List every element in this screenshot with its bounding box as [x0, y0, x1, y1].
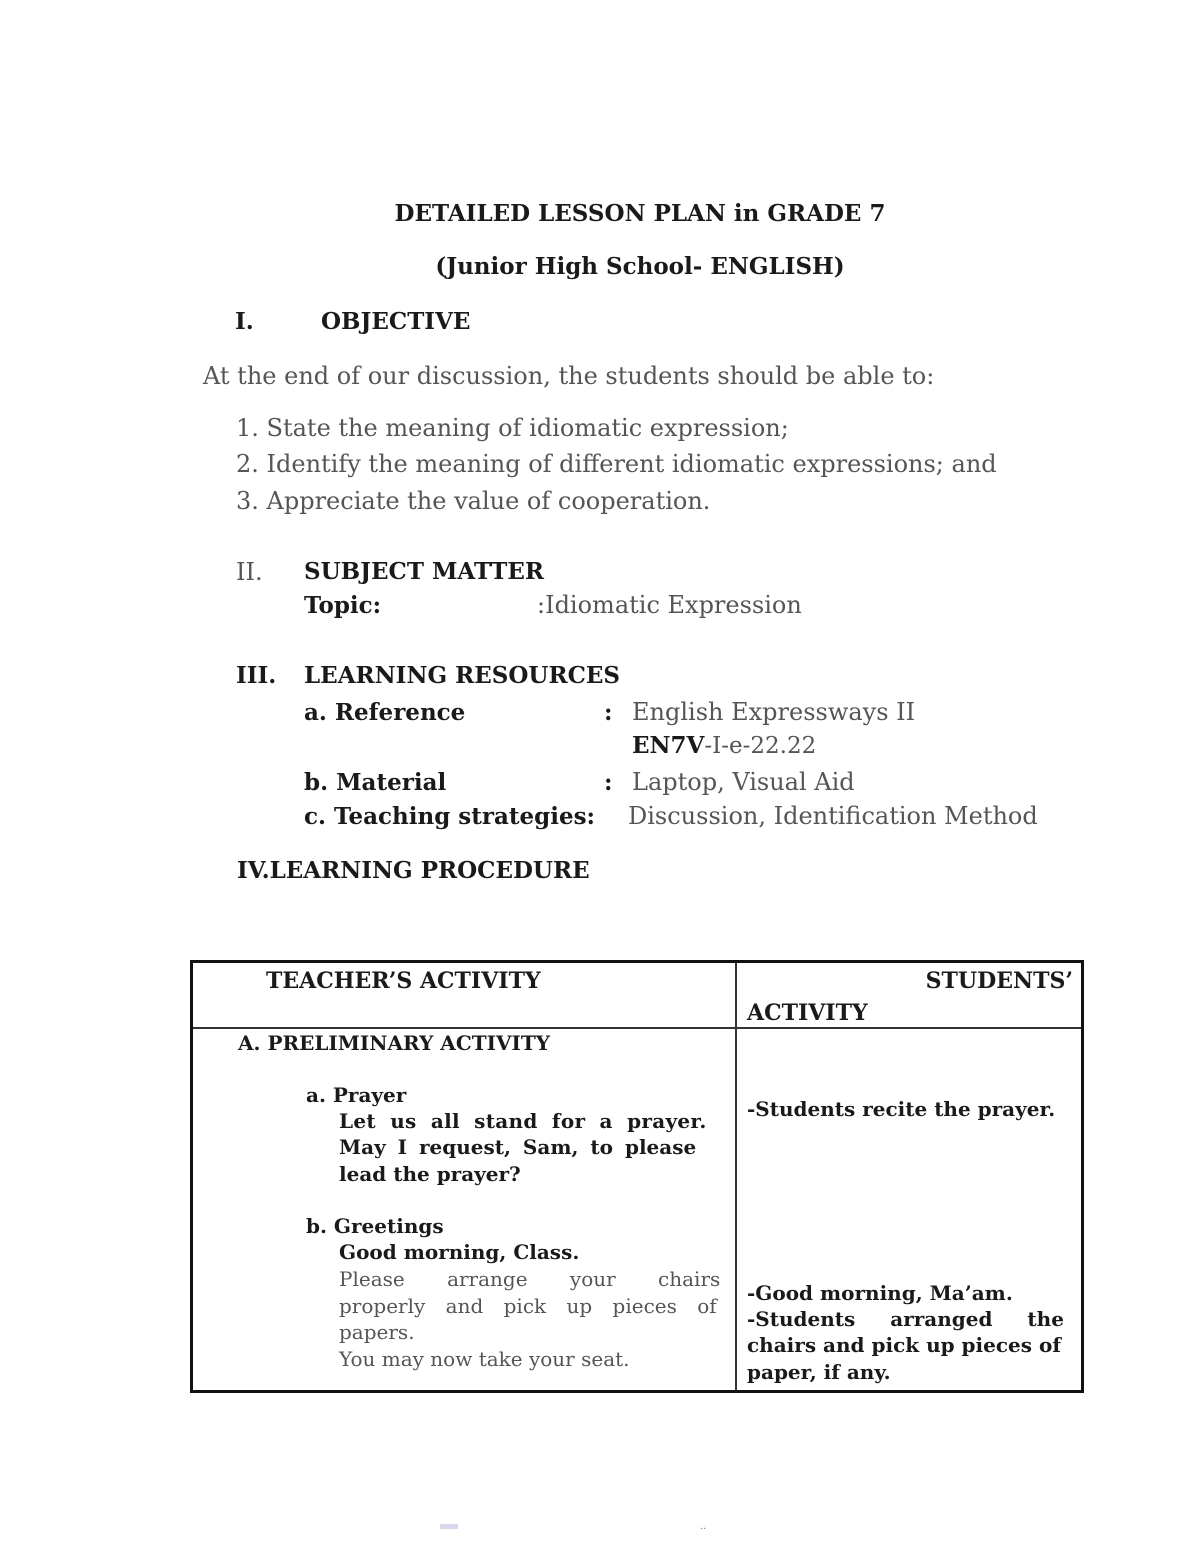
objective-item: 2. Identify the meaning of different idiomatic expressions; and [236, 450, 997, 478]
teacher-activity-header: TEACHER’S ACTIVITY [266, 968, 541, 994]
material-value: Laptop, Visual Aid [632, 768, 855, 796]
topic-label: Topic: [304, 592, 382, 619]
section-preliminary-activity: A. PRELIMINARY ACTIVITY [238, 1031, 551, 1055]
resources-numeral: III. [236, 662, 277, 689]
strategies-label: c. Teaching strategies: [304, 803, 596, 830]
greetings-bold: Good morning, Class. [339, 1240, 580, 1264]
page-title: DETAILED LESSON PLAN in GRADE 7 [394, 200, 886, 227]
reference-colon: : [604, 699, 613, 726]
student-arrange-response: -Students arranged the [747, 1307, 1064, 1331]
greetings-line: You may now take your seat. [339, 1347, 630, 1371]
reference-label: a. Reference [304, 699, 466, 726]
objective-numeral: I. [235, 308, 254, 335]
material-label: b. Material [304, 769, 447, 796]
objective-item: 1. State the meaning of idiomatic expression; [236, 414, 789, 442]
greetings-line: papers. [339, 1320, 415, 1344]
prayer-line [339, 1109, 729, 1133]
reference-code-bold: EN7V [632, 732, 705, 759]
footer-mark [440, 1524, 458, 1529]
reference-code-rest: -I-e-22.22 [704, 733, 817, 759]
students-activity-header-line2: ACTIVITY [747, 1000, 868, 1026]
prayer-label: a. Prayer [306, 1083, 407, 1107]
subject-numeral: II. [236, 558, 263, 586]
material-colon: : [604, 769, 613, 796]
procedure-heading: IV.LEARNING PROCEDURE [237, 857, 590, 884]
reference-value: English Expressways II [632, 698, 916, 726]
objective-intro: At the end of our discussion, the students should be able to: [203, 362, 935, 390]
table-header-divider [193, 1027, 1081, 1029]
greetings-line: properly and pick up pieces of [339, 1294, 717, 1318]
prayer-line: May I request, Sam, to please [339, 1135, 697, 1159]
objective-heading: OBJECTIVE [321, 308, 471, 335]
footer-dots: .. [700, 1521, 707, 1532]
student-arrange-response: chairs and pick up pieces of [747, 1333, 1061, 1357]
prayer-line-text: Let us all stand for a prayer. [339, 1109, 707, 1133]
topic-value: :Idiomatic Expression [537, 591, 802, 619]
students-activity-header-line1: STUDENTS’ [925, 968, 1073, 994]
greetings-label: b. Greetings [306, 1214, 444, 1238]
reference-code [632, 732, 816, 759]
page-subtitle: (Junior High School- ENGLISH) [435, 253, 845, 280]
resources-heading: LEARNING RESOURCES [304, 662, 621, 689]
prayer-line: lead the prayer? [339, 1162, 521, 1186]
student-greeting-response: -Good morning, Ma’am. [747, 1281, 1013, 1305]
student-prayer-response: -Students recite the prayer. [747, 1097, 1056, 1121]
subject-heading: SUBJECT MATTER [304, 558, 545, 585]
student-arrange-response: paper, if any. [747, 1360, 891, 1384]
greetings-line: Please arrange your chairs [339, 1267, 721, 1291]
strategies-value: Discussion, Identification Method [628, 802, 1038, 830]
objective-item: 3. Appreciate the value of cooperation. [236, 487, 711, 515]
activity-table [190, 960, 1084, 1393]
